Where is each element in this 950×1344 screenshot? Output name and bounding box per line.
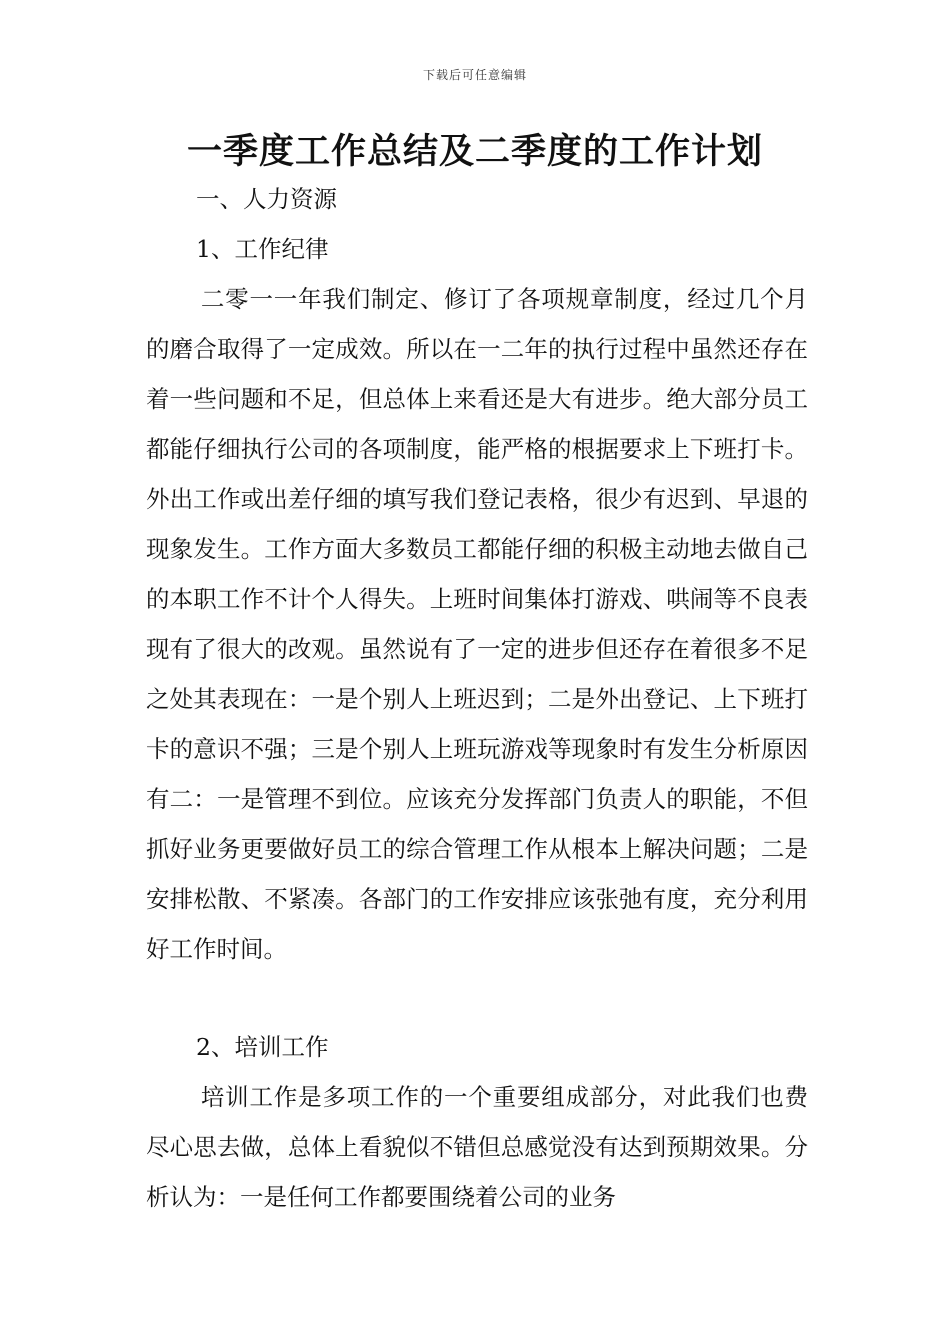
subsection-heading-work-discipline: 1、工作纪律 [196, 235, 329, 263]
paragraph-work-discipline-text: 二零一一年我们制定、修订了各项规章制度，经过几个月的磨合取得了一定成效。所以在一二年的执行过程中虽然还存在着一些问题和不足，但总体上来看还是大有进步。绝大部分员工都能仔细执行公司的各项制度，能严格的根据要求上下班打卡。外出工作或出差仔细的填写我们登记表格，很少有迟到、早退的现象发生。工作方面大多数员工都能仔细的积极主动地去做自己的本职工作不计个人得失。上班时间集体打游戏、哄闹等不良表现有了很大的改观。虽然说有了一定的进步但还存在着很多不足之处其表现在：一是个别人上班迟到；二是外出登记、上下班打卡的意识不强；三是个别人上班玩游戏等现象时有发生分析原因有二：一是管理不到位。应该充分发挥部门负责人的职能，不但抓好业务更要做好员工的综合管理工作从根本上解决问题；二是安排松散、不紧凑。各部门的工作安排应该张弛有度，充分利用好工作时间。 [146, 285, 808, 963]
paragraph-work-discipline [146, 274, 808, 974]
paragraph-training [146, 1072, 808, 1222]
subsection-heading-training: 2、培训工作 [196, 1033, 329, 1061]
paragraph-training-text: 培训工作是多项工作的一个重要组成部分，对此我们也费尽心思去做，总体上看貌似不错但总感觉没有达到预期效果。分析认为：一是任何工作都要围绕着公司的业务 [146, 1083, 808, 1211]
header-note: 下载后可任意编辑 [422, 68, 527, 82]
document-title: 一季度工作总结及二季度的工作计划 [186, 132, 763, 172]
section-heading-human-resources: 一、人力资源 [196, 185, 337, 213]
